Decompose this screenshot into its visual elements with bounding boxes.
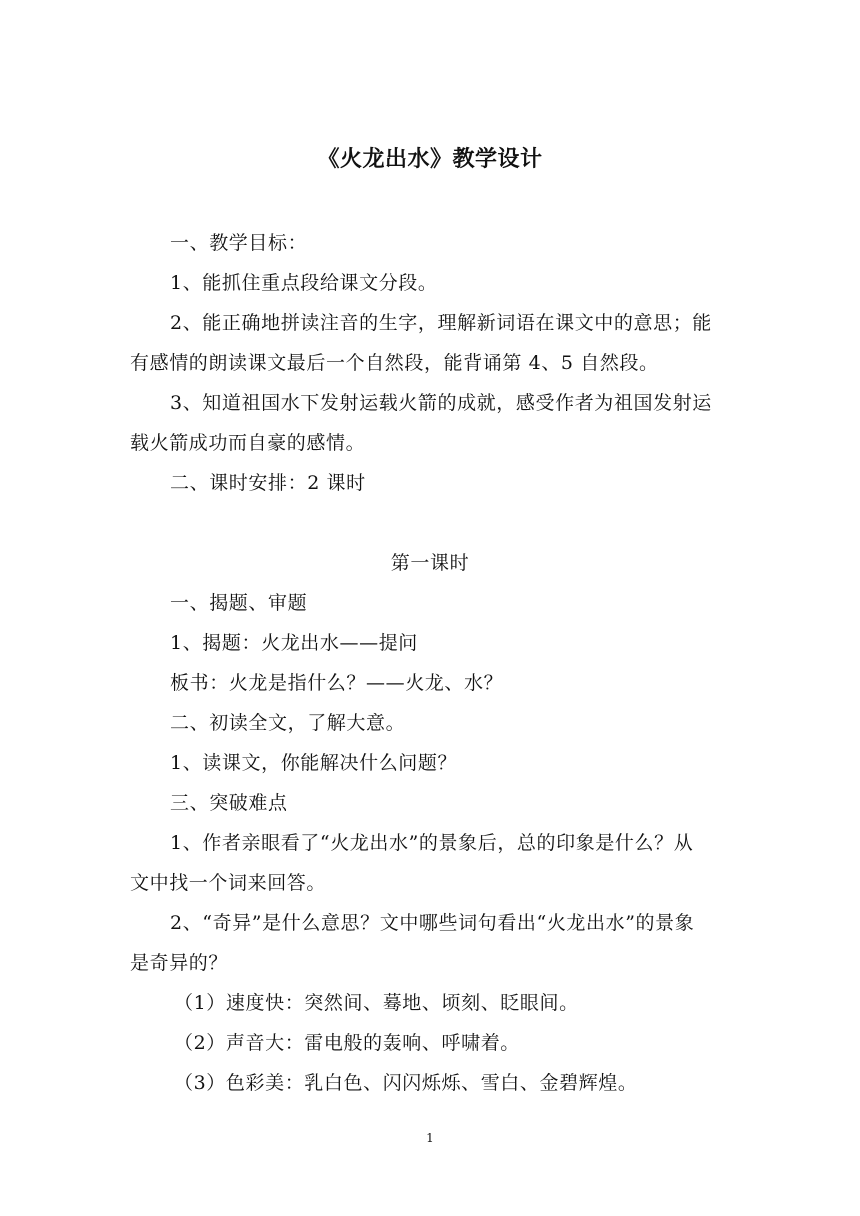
goal-item-1: 1、能抓住重点段给课文分段。 [170,272,438,294]
step-heading-2: 二、初读全文，了解大意。 [170,712,406,734]
answer-item-sound: （2）声音大：雷电般的轰响、呼啸着。 [174,1032,520,1054]
answer-item-speed: （1）速度快：突然间、蓦地、顷刻、眨眼间。 [174,992,579,1014]
step-heading-3: 三、突破难点 [170,792,288,814]
question-1-line-1: 1、作者亲眼看了“火龙出水”的景象后，总的印象是什么？从 [170,832,694,854]
goal-item-2-line-1: 2、能正确地拼读注音的生字，理解新词语在课文中的意思；能 [170,312,712,334]
page-number: 1 [426,1131,434,1145]
goal-item-2-line-2: 有感情的朗读课文最后一个自然段，能背诵第 4、5 自然段。 [130,352,659,374]
goal-item-3-line-1: 3、知道祖国水下发射运载火箭的成就，感受作者为祖国发射运 [170,392,712,414]
question-2-line-1: 2、“奇异”是什么意思？文中哪些词句看出“火龙出水”的景象 [170,912,695,934]
question-1-line-2: 文中找一个词来回答。 [130,872,327,894]
step-item-read: 1、读课文，你能解决什么问题？ [170,752,458,774]
section-heading-schedule: 二、课时安排：2 课时 [170,472,366,494]
step-heading-1: 一、揭题、审题 [170,592,308,614]
document-title: 《火龙出水》教学设计 [317,146,543,172]
lesson-heading: 第一课时 [390,552,470,574]
goal-item-3-line-2: 载火箭成功而自豪的感情。 [130,432,366,454]
blackboard-note: 板书：火龙是指什么？——火龙、水？ [170,672,504,694]
question-2-line-2: 是奇异的？ [130,952,229,974]
section-heading-goals: 一、教学目标： [170,232,308,254]
step-item-reveal-title: 1、揭题：火龙出水——提问 [170,632,418,654]
answer-item-color: （3）色彩美：乳白色、闪闪烁烁、雪白、金碧辉煌。 [174,1072,638,1094]
